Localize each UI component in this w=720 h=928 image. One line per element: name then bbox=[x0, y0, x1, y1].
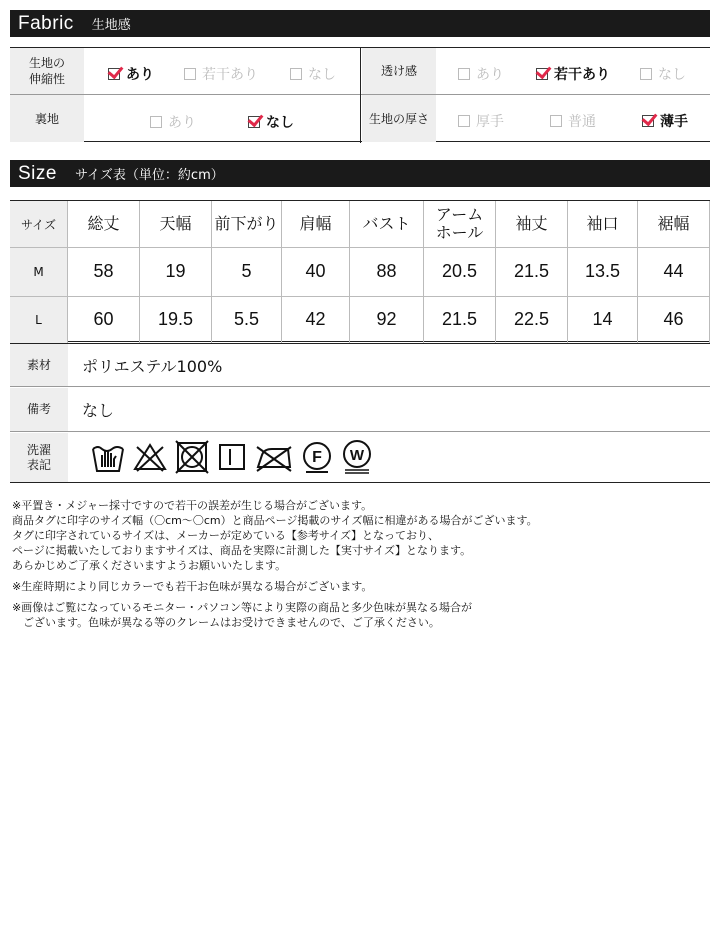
fabric-title-en: Fabric bbox=[18, 12, 74, 34]
size-cell: 13.5 bbox=[568, 247, 638, 296]
note-line: ページに掲載いたしておりますサイズは、商品を実際に計測した【実寸サイズ】となります。 bbox=[12, 544, 472, 557]
checkbox-checked-icon bbox=[248, 116, 260, 128]
transparency-label: 透け感 bbox=[362, 48, 436, 94]
thickness-option-thick[interactable] bbox=[458, 111, 504, 131]
line-dry-icon bbox=[216, 437, 248, 475]
care-icons bbox=[90, 437, 374, 475]
checkbox-icon bbox=[290, 68, 302, 80]
size-column-header: 裾幅 bbox=[638, 201, 710, 247]
size-column-header: 袖丈 bbox=[496, 201, 568, 247]
size-cell: 19 bbox=[140, 247, 212, 296]
checkbox-checked-icon bbox=[108, 68, 120, 80]
size-cell: 5.5 bbox=[212, 296, 282, 343]
remarks-label: 備考 bbox=[10, 388, 68, 431]
note-line: タグに印字されているサイズは、メーカーが定めている【参考サイズ】となっており、 bbox=[12, 529, 440, 542]
notes bbox=[12, 498, 712, 630]
checkbox-icon bbox=[458, 68, 470, 80]
checkbox-checked-icon bbox=[536, 68, 548, 80]
size-column-header: 前下がり bbox=[212, 201, 282, 247]
checkbox-icon bbox=[640, 68, 652, 80]
size-row-label: M bbox=[10, 247, 68, 296]
checkbox-icon bbox=[184, 68, 196, 80]
no-iron-icon bbox=[254, 437, 294, 475]
row-divider bbox=[10, 247, 710, 248]
size-cell: 42 bbox=[282, 296, 350, 343]
size-cell: 60 bbox=[68, 296, 140, 343]
svg-text:F: F bbox=[312, 449, 322, 466]
size-cell: 44 bbox=[638, 247, 710, 296]
size-column-header: 肩幅 bbox=[282, 201, 350, 247]
size-row-label: L bbox=[10, 296, 68, 343]
option-label: なし bbox=[266, 115, 294, 131]
size-column-header: バスト bbox=[350, 201, 424, 247]
size-header-label: サイズ bbox=[10, 201, 68, 247]
note-line: ※生産時期により同じカラーでも若干お色味が異なる場合がございます。 bbox=[12, 580, 373, 593]
option-label: 若干あり bbox=[202, 67, 258, 83]
fabric-table bbox=[10, 47, 710, 142]
note-line: ございます。色味が異なる等のクレームはお受けできませんので、ご了承ください。 bbox=[12, 616, 440, 629]
size-cell: 88 bbox=[350, 247, 424, 296]
checkbox-icon bbox=[150, 116, 162, 128]
stretch-label-line2: 伸縮性 bbox=[28, 72, 65, 86]
option-label: 普通 bbox=[568, 114, 596, 130]
material-row bbox=[10, 343, 710, 387]
wet-clean-w-icon bbox=[340, 437, 374, 475]
size-cell: 58 bbox=[68, 247, 140, 296]
option-label: なし bbox=[658, 67, 686, 83]
option-label: 薄手 bbox=[660, 114, 688, 130]
size-column-header: アーム ホール bbox=[424, 201, 496, 247]
size-column-header: 総丈 bbox=[68, 201, 140, 247]
size-column-header: 天幅 bbox=[140, 201, 212, 247]
thickness-option-thin[interactable] bbox=[642, 111, 688, 131]
size-cell: 14 bbox=[568, 296, 638, 343]
transparency-option-yes[interactable] bbox=[458, 64, 504, 84]
size-title-en: Size bbox=[18, 162, 57, 184]
checkbox-icon bbox=[458, 115, 470, 127]
no-bleach-icon bbox=[132, 437, 168, 475]
fabric-divider bbox=[360, 48, 361, 143]
size-cell: 22.5 bbox=[496, 296, 568, 343]
checkbox-checked-icon bbox=[642, 115, 654, 127]
fabric-title-jp: 生地感 bbox=[91, 18, 131, 33]
size-cell: 20.5 bbox=[424, 247, 496, 296]
size-section-header bbox=[10, 160, 710, 187]
remarks-row bbox=[10, 388, 710, 432]
option-label: あり bbox=[476, 67, 504, 83]
material-value: ポリエステル100% bbox=[82, 356, 223, 376]
option-label: あり bbox=[168, 115, 196, 131]
size-title-jp: サイズ表（単位：約cm） bbox=[74, 168, 224, 183]
size-cell: 40 bbox=[282, 247, 350, 296]
lining-option-no[interactable] bbox=[248, 112, 294, 132]
note-line: 商品タグに印字のサイズ幅（〇cm〜〇cm）と商品ページ掲載のサイズ幅に相違がある場合がございます。 bbox=[12, 514, 538, 527]
size-cell: 21.5 bbox=[496, 247, 568, 296]
size-cell: 46 bbox=[638, 296, 710, 343]
size-column-header: 袖口 bbox=[568, 201, 638, 247]
stretch-option-yes[interactable] bbox=[108, 64, 154, 84]
size-cell: 19.5 bbox=[140, 296, 212, 343]
note-line: ※平置き・メジャー採寸ですので若干の誤差が生じる場合がございます。 bbox=[12, 499, 373, 512]
material-label: 素材 bbox=[10, 344, 68, 386]
transparency-option-slight[interactable] bbox=[536, 64, 610, 84]
dry-clean-f-icon bbox=[300, 437, 334, 475]
stretch-option-no[interactable] bbox=[290, 64, 336, 84]
thickness-label: 生地の厚さ bbox=[362, 95, 436, 142]
thickness-option-normal[interactable] bbox=[550, 111, 596, 131]
size-grid bbox=[10, 200, 710, 342]
size-cell: 92 bbox=[350, 296, 424, 343]
note-line: ※画像はご覧になっているモニター・パソコン等により実際の商品と多少色味が異なる場合が bbox=[12, 601, 472, 614]
lining-label: 裏地 bbox=[10, 95, 84, 142]
stretch-label bbox=[10, 48, 84, 94]
size-cell: 5 bbox=[212, 247, 282, 296]
row-divider bbox=[10, 296, 710, 297]
care-label bbox=[10, 433, 68, 482]
hand-wash-icon bbox=[90, 437, 126, 475]
note-line: あらかじめご了承くださいますようお願いいたします。 bbox=[12, 559, 287, 572]
transparency-option-no[interactable] bbox=[640, 64, 686, 84]
no-tumble-dry-icon bbox=[174, 437, 210, 475]
option-label: あり bbox=[126, 67, 154, 83]
care-row bbox=[10, 433, 710, 483]
care-label-line2: 表記 bbox=[26, 457, 51, 472]
fabric-section-header bbox=[10, 10, 710, 37]
remarks-value: なし bbox=[82, 401, 115, 420]
option-label: 若干あり bbox=[554, 67, 610, 83]
size-cell: 21.5 bbox=[424, 296, 496, 343]
care-label-line1: 洗濯 bbox=[26, 442, 51, 457]
option-label: 厚手 bbox=[476, 114, 504, 130]
svg-text:W: W bbox=[349, 447, 365, 464]
stretch-option-slight[interactable] bbox=[184, 64, 258, 84]
stretch-label-line1: 生地の bbox=[28, 56, 65, 70]
option-label: なし bbox=[308, 67, 336, 83]
checkbox-icon bbox=[550, 115, 562, 127]
lining-option-yes[interactable] bbox=[150, 112, 196, 132]
